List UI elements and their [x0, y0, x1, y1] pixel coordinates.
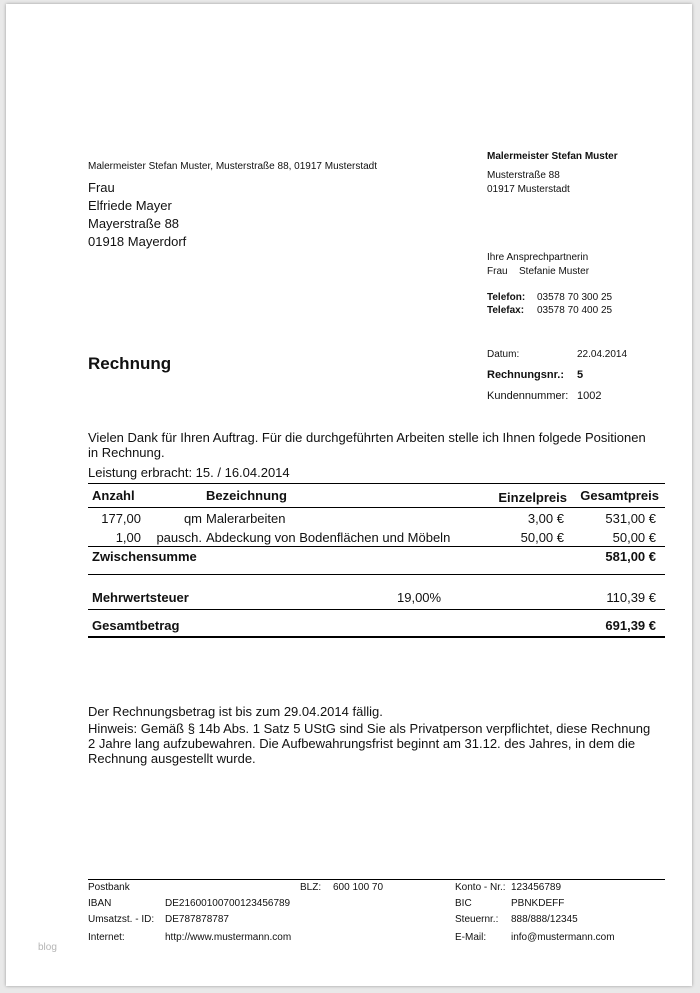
sender-return-line: Malermeister Stefan Muster, Musterstraße 88, 01917 Musterstadt	[88, 161, 378, 172]
customer-no-label: Kundennummer:	[487, 390, 569, 402]
invoice-page	[6, 4, 692, 986]
company-name: Malermeister Stefan Muster	[487, 151, 618, 162]
phone-label: Telefon:	[487, 292, 526, 303]
account-label: Konto - Nr.:	[455, 882, 506, 893]
row2-total: 50,00 €	[612, 530, 656, 545]
invoice-no-label: Rechnungsnr.:	[487, 369, 565, 381]
subtotal-label: Zwischensumme	[92, 549, 197, 564]
header-qty: Anzahl	[92, 488, 135, 503]
subtotal-rule	[88, 574, 665, 575]
contact-label: Ihre Ansprechpartnerin	[487, 252, 589, 263]
row2-description: Abdeckung von Bodenflächen und Möbeln	[206, 530, 451, 545]
intro-line-1: Vielen Dank für Ihren Auftrag. Für die durchgeführten Arbeiten stelle ich Ihnen folgede Positionen	[88, 430, 646, 445]
row2-unit: pausch.	[156, 530, 202, 545]
row1-description: Malerarbeiten	[206, 511, 286, 526]
company-street: Musterstraße 88	[487, 170, 560, 181]
blz-label: BLZ:	[300, 882, 322, 893]
iban-value: DE21600100700123456789	[165, 898, 291, 909]
table-top-rule	[88, 483, 665, 484]
recipient-address	[88, 179, 186, 251]
items-bottom-rule	[88, 546, 665, 547]
intro-line-2: in Rechnung.	[88, 445, 165, 460]
vat-label: Mehrwertsteuer	[92, 590, 189, 605]
header-description: Bezeichnung	[206, 488, 287, 503]
header-total: Gesamtpreis	[580, 488, 659, 503]
fax-label: Telefax:	[487, 305, 525, 316]
date-label: Datum:	[487, 349, 520, 360]
note-line-2: 2 Jahre lang aufzubewahren. Die Aufbewahrungsfrist beginnt am 31.12. des Jahres, in dem die	[88, 736, 636, 751]
fax-value: 03578 70 400 25	[537, 305, 613, 316]
row2-qty: 1,00	[115, 530, 141, 545]
vat-rate: 19,00%	[397, 590, 442, 605]
email-label: E-Mail:	[455, 932, 487, 943]
account-value: 123456789	[511, 882, 562, 893]
note-line-3: Rechnung ausgestellt wurde.	[88, 751, 256, 766]
internet-link[interactable]: http://www.mustermann.com	[165, 932, 292, 943]
recipient-street: Mayerstraße 88	[88, 216, 180, 231]
company-city: 01917 Musterstadt	[487, 184, 570, 195]
email-link[interactable]: info@mustermann.com	[511, 932, 615, 943]
date-value: 22.04.2014	[577, 349, 628, 360]
page-title: Rechnung	[88, 354, 172, 373]
note-line-1: Hinweis: Gemäß § 14b Abs. 1 Satz 5 UStG sind Sie als Privatperson verpflichtet, diese Rechnung	[88, 721, 651, 736]
tax-no-label: Steuernr.:	[455, 914, 499, 925]
bic-label: BIC	[455, 898, 472, 909]
phone-value: 03578 70 300 25	[537, 292, 613, 303]
row2-unit-price: 50,00 €	[520, 530, 564, 545]
recipient-salutation: Frau	[88, 180, 115, 195]
service-period: Leistung erbracht: 15. / 16.04.2014	[88, 465, 290, 480]
recipient-name: Elfriede Mayer	[88, 198, 172, 213]
vat-rule	[88, 609, 665, 610]
bic-value: PBNKDEFF	[511, 898, 565, 909]
vat-id-value: DE787878787	[165, 914, 229, 925]
vat-id-label: Umsatzst. - ID:	[88, 914, 155, 925]
row1-qty: 177,00	[101, 511, 141, 526]
recipient-city: 01918 Mayerdorf	[88, 234, 187, 249]
row1-unit-price: 3,00 €	[527, 511, 564, 526]
subtotal-value: 581,00 €	[605, 549, 656, 564]
tax-no-value: 888/888/12345	[511, 914, 578, 925]
due-date-text: Der Rechnungsbetrag ist bis zum 29.04.2014 fällig.	[88, 704, 383, 719]
invoice-no-value: 5	[577, 369, 584, 381]
contact-salutation: Frau	[487, 266, 508, 277]
table-header-rule	[88, 507, 665, 508]
grand-total-label: Gesamtbetrag	[92, 618, 180, 633]
grand-total-value: 691,39 €	[605, 618, 656, 633]
vat-value: 110,39 €	[606, 590, 656, 605]
row1-unit: qm	[183, 511, 202, 526]
internet-label: Internet:	[88, 932, 125, 943]
bank-name: Postbank	[88, 882, 130, 893]
watermark: blog	[38, 942, 57, 953]
header-unit-price: Einzelpreis	[498, 490, 567, 505]
customer-no-value: 1002	[577, 390, 602, 402]
footer-rule	[88, 879, 665, 880]
contact-name: Stefanie Muster	[519, 266, 590, 277]
grand-total-rule	[88, 636, 665, 638]
blz-value: 600 100 70	[333, 882, 384, 893]
iban-label: IBAN	[88, 898, 112, 909]
row1-total: 531,00 €	[605, 511, 656, 526]
